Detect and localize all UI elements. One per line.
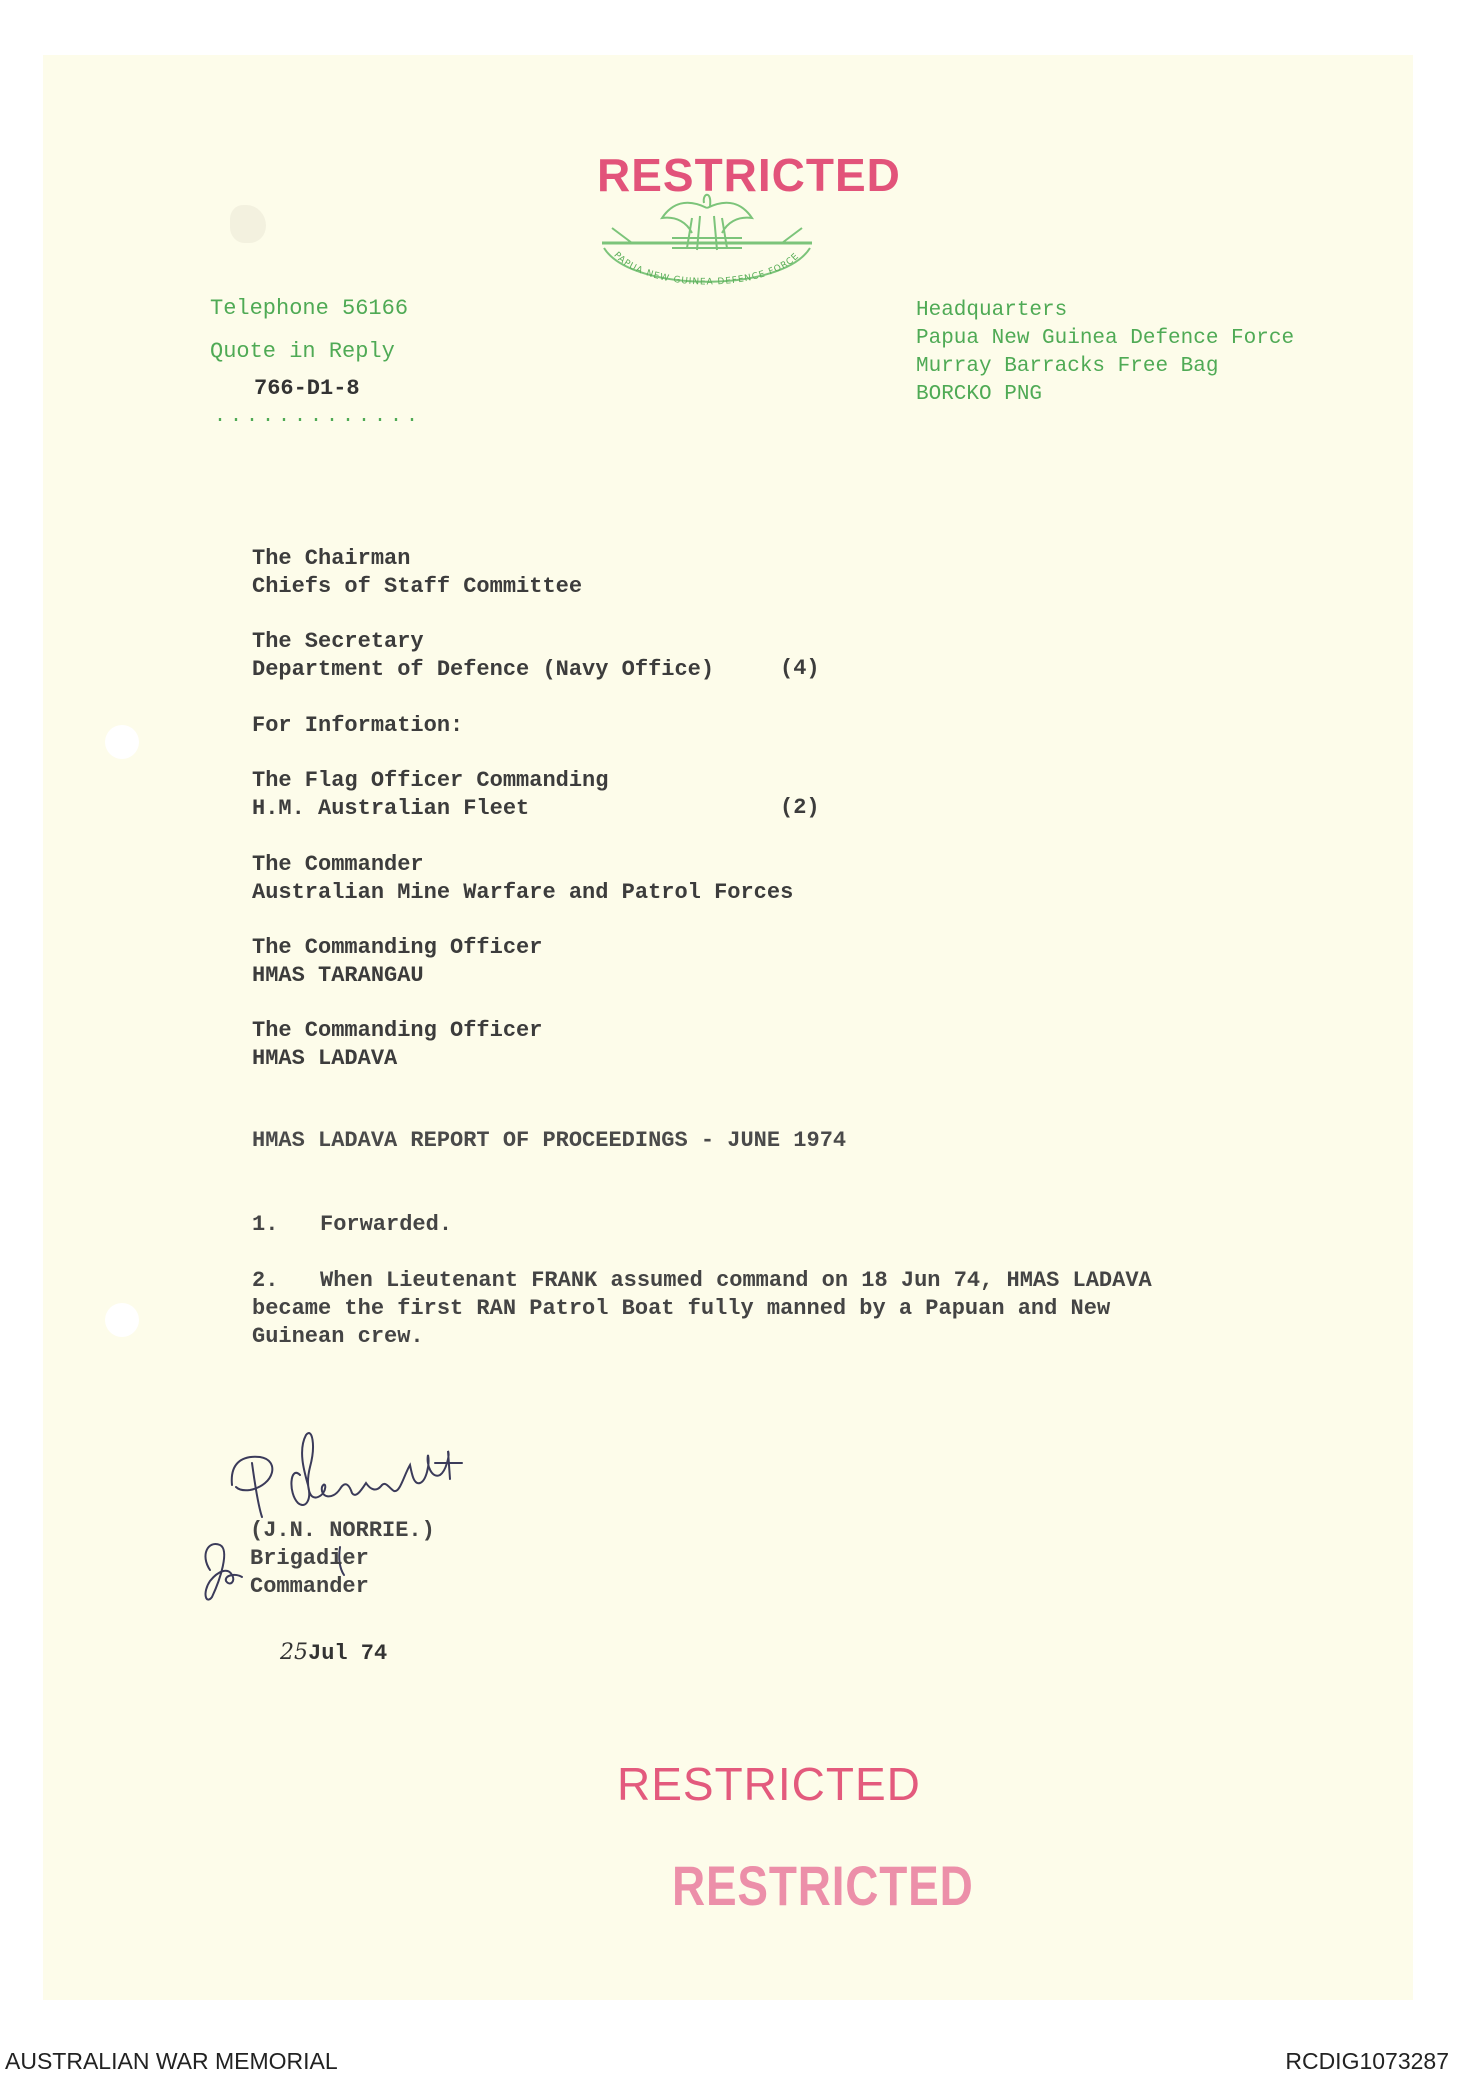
recipient-line: Australian Mine Warfare and Patrol Forces [252, 880, 794, 905]
recipient-line: The Chairman [252, 546, 411, 571]
pngdf-crest-icon [592, 178, 822, 298]
telephone-line: Telephone 56166 [210, 296, 409, 321]
hq-address [916, 297, 1294, 409]
signatory-name: (J.N. NORRIE.) [250, 1518, 435, 1543]
recipient-secretary [252, 628, 714, 684]
footer-source: AUSTRALIAN WAR MEMORIAL [5, 2048, 338, 2074]
recipient-flag-officer [252, 767, 608, 823]
paragraph-text: When Lieutenant FRANK assumed command on 18 Jun 74, HMAS LADAVA [320, 1268, 1152, 1293]
recipient-line: Chiefs of Staff Committee [252, 574, 583, 599]
address-line: Papua New Guinea Defence Force [916, 327, 1295, 350]
recipient-line: The Commander [252, 852, 424, 877]
restricted-stamp-top: RESTRICTED [597, 149, 901, 201]
paragraph-1 [252, 1211, 452, 1239]
crest-motto: PAPUA NEW GUINEA DEFENCE FORCE [611, 250, 802, 288]
recipient-line: H.M. Australian Fleet [252, 796, 530, 821]
restricted-stamp-bottom: RESTRICTED [617, 1758, 921, 1810]
letter-date [280, 1640, 387, 1666]
recipient-co-ladava [252, 1017, 542, 1073]
date-day-handwritten: 25 [280, 1640, 308, 1665]
address-line: Headquarters [916, 299, 1068, 322]
paragraph-number: 2. [252, 1268, 279, 1293]
recipient-line: HMAS TARANGAU [252, 963, 424, 988]
signatory-rank: Brigadier [250, 1546, 369, 1571]
recipient-line: The Commanding Officer [252, 935, 543, 960]
date-month-year: Jul 74 [308, 1641, 388, 1666]
signature-block [250, 1517, 435, 1601]
address-line: BORCKO PNG [916, 383, 1043, 406]
quote-in-reply: Quote in Reply [210, 339, 395, 364]
recipient-commander [252, 851, 793, 907]
copy-count: (2) [780, 795, 820, 820]
reference-number: 766-D1-8 [254, 376, 360, 401]
restricted-stamp-bottom-bold: RESTRICTED [672, 1854, 974, 1917]
punch-hole [105, 725, 139, 759]
address-line: Murray Barracks Free Bag [916, 355, 1219, 378]
paragraph-text: Guinean crew. [252, 1324, 424, 1349]
paragraph-2 [252, 1267, 1152, 1351]
recipient-line: HMAS LADAVA [252, 1046, 398, 1071]
copy-count: (4) [780, 656, 820, 681]
subject-line: HMAS LADAVA REPORT OF PROCEEDINGS - JUNE 1974 [252, 1128, 847, 1153]
footer-record-id: RCDIG1073287 [1285, 2048, 1449, 2074]
paragraph-number: 1. [252, 1212, 279, 1237]
punch-hole [105, 1303, 139, 1337]
paragraph-text: Forwarded. [320, 1212, 453, 1237]
for-information-heading [252, 712, 463, 740]
recipient-line: Department of Defence (Navy Office) [252, 657, 715, 682]
dotted-line: ............. [214, 405, 423, 428]
recipient-chairman [252, 545, 582, 601]
paragraph-text: became the first RAN Patrol Boat fully manned by a Papuan and New [252, 1296, 1111, 1321]
recipient-line: The Flag Officer Commanding [252, 768, 609, 793]
paper-smudge [230, 205, 266, 243]
recipient-line: The Commanding Officer [252, 1018, 543, 1043]
signatory-title: Commander [250, 1574, 369, 1599]
recipient-line: The Secretary [252, 629, 424, 654]
heading-text: For Information: [252, 713, 464, 738]
recipient-co-tarangau [252, 934, 542, 990]
svg-text:PAPUA NEW GUINEA DEFENCE FORCE [611, 250, 801, 287]
